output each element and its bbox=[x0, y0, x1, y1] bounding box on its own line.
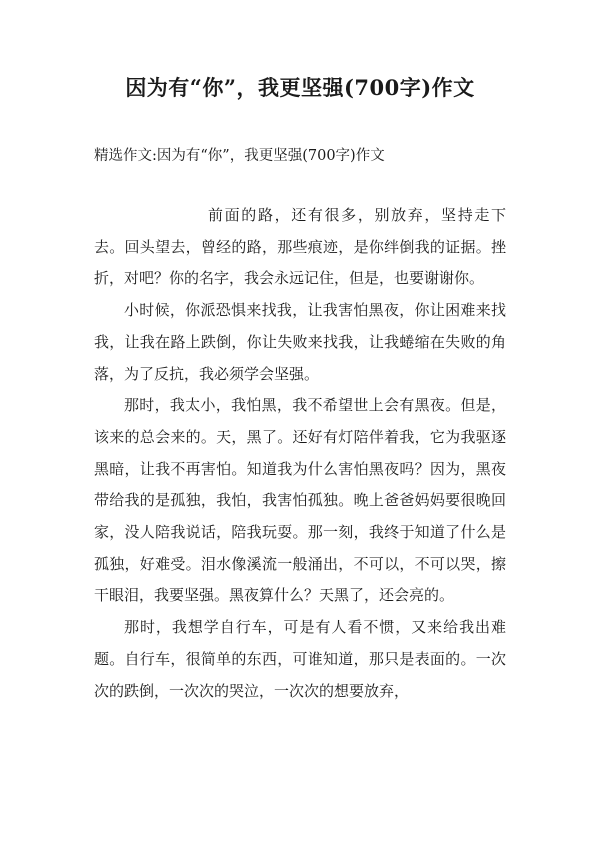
page-title: 因为有“你”，我更坚强(700字)作文 bbox=[125, 75, 475, 100]
paragraph-3: 那时，我太小，我怕黑，我不希望世上会有黑夜。但是，该来的总会来的。天，黑了。还好有灯陪伴着我，它为我驱逐黑暗，让我不再害怕。知道我为什么害怕黑夜吗？因为，黑夜带给我的是孤独，我怕，我害怕孤独。晚上爸爸妈妈要很晚回家，没人陪我说话，陪我玩耍。那一刻，我终于知道了什么是孤独，好难受。泪水像溪流一般涌出，不可以，不可以哭，擦干眼泪，我要坚强。黑夜算什么？天黑了，还会亮的。 bbox=[94, 396, 506, 605]
essay-body bbox=[94, 200, 506, 707]
paragraph-2: 小时候，你派恐惧来找我，让我害怕黑夜，你让困难来找我，让我在路上跌倒，你让失败来找我，让我蜷缩在失败的角落，为了反抗，我必须学会坚强。 bbox=[94, 301, 506, 383]
subtitle: 精选作文:因为有“你”，我更坚强(700字)作文 bbox=[94, 148, 385, 164]
paragraph-4: 那时，我想学自行车，可是有人看不惯，又来给我出难题。自行车，很简单的东西，可谁知道，那只是表面的。一次次的跌倒，一次次的哭泣，一次次的想要放弃， bbox=[94, 618, 506, 700]
paragraph-1: 前面的路，还有很多，别放弃，坚持走下去。回头望去，曾经的路，那些痕迹，是你绊倒我的证据。挫折，对吧？你的名字，我会永远记住，但是，也要谢谢你。 bbox=[94, 206, 506, 288]
